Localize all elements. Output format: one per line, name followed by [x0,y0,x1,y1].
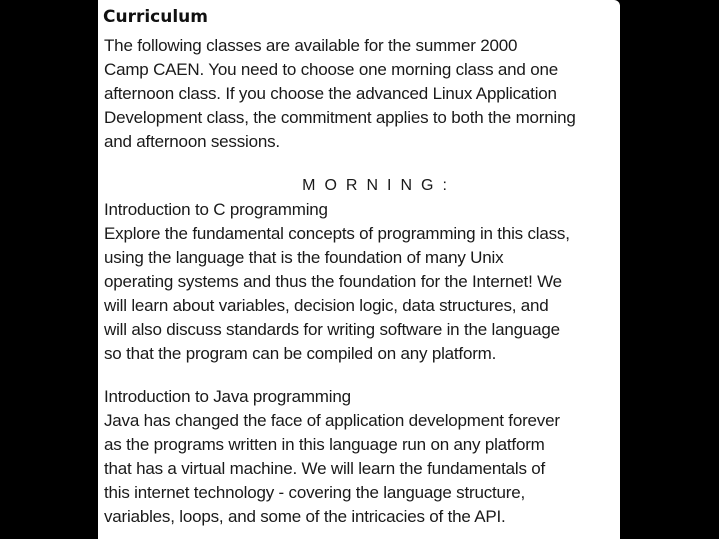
course-c-line: will learn about variables, decision logic, data structures, and [104,296,549,315]
course-c-line: will also discuss standards for writing software in the language [104,320,560,339]
course-c-line: so that the program can be compiled on any platform. [104,344,497,363]
course-c-line: using the language that is the foundation of many Unix [104,248,504,267]
course-java-line: this internet technology - covering the language structure, [104,483,526,502]
intro-line: afternoon class. If you choose the advanced Linux Application [104,84,557,103]
intro-line: The following classes are available for the summer 2000 [104,36,518,55]
course-java-title: Introduction to Java programming [104,387,351,406]
intro-line: Camp CAEN. You need to choose one morning class and one [104,60,558,79]
document-page [98,0,620,539]
course-java-line: that has a virtual machine. We will learn the fundamentals of [104,459,546,478]
intro-line: Development class, the commitment applies to both the morning [104,108,576,127]
morning-label-text: MORNING: [302,177,456,194]
course-c-line: operating systems and thus the foundation for the Internet! We [104,272,562,291]
morning-section-label [98,174,620,198]
intro-line: and afternoon sessions. [104,132,280,151]
curriculum-heading: Curriculum [103,7,208,27]
course-java-line: as the programs written in this language run on any platform [104,435,545,454]
course-java-line: variables, loops, and some of the intricacies of the API. [104,507,506,526]
course-c-title: Introduction to C programming [104,200,328,219]
course-java-line: Java has changed the face of application development forever [104,411,560,430]
course-c-line: Explore the fundamental concepts of programming in this class, [104,224,570,243]
